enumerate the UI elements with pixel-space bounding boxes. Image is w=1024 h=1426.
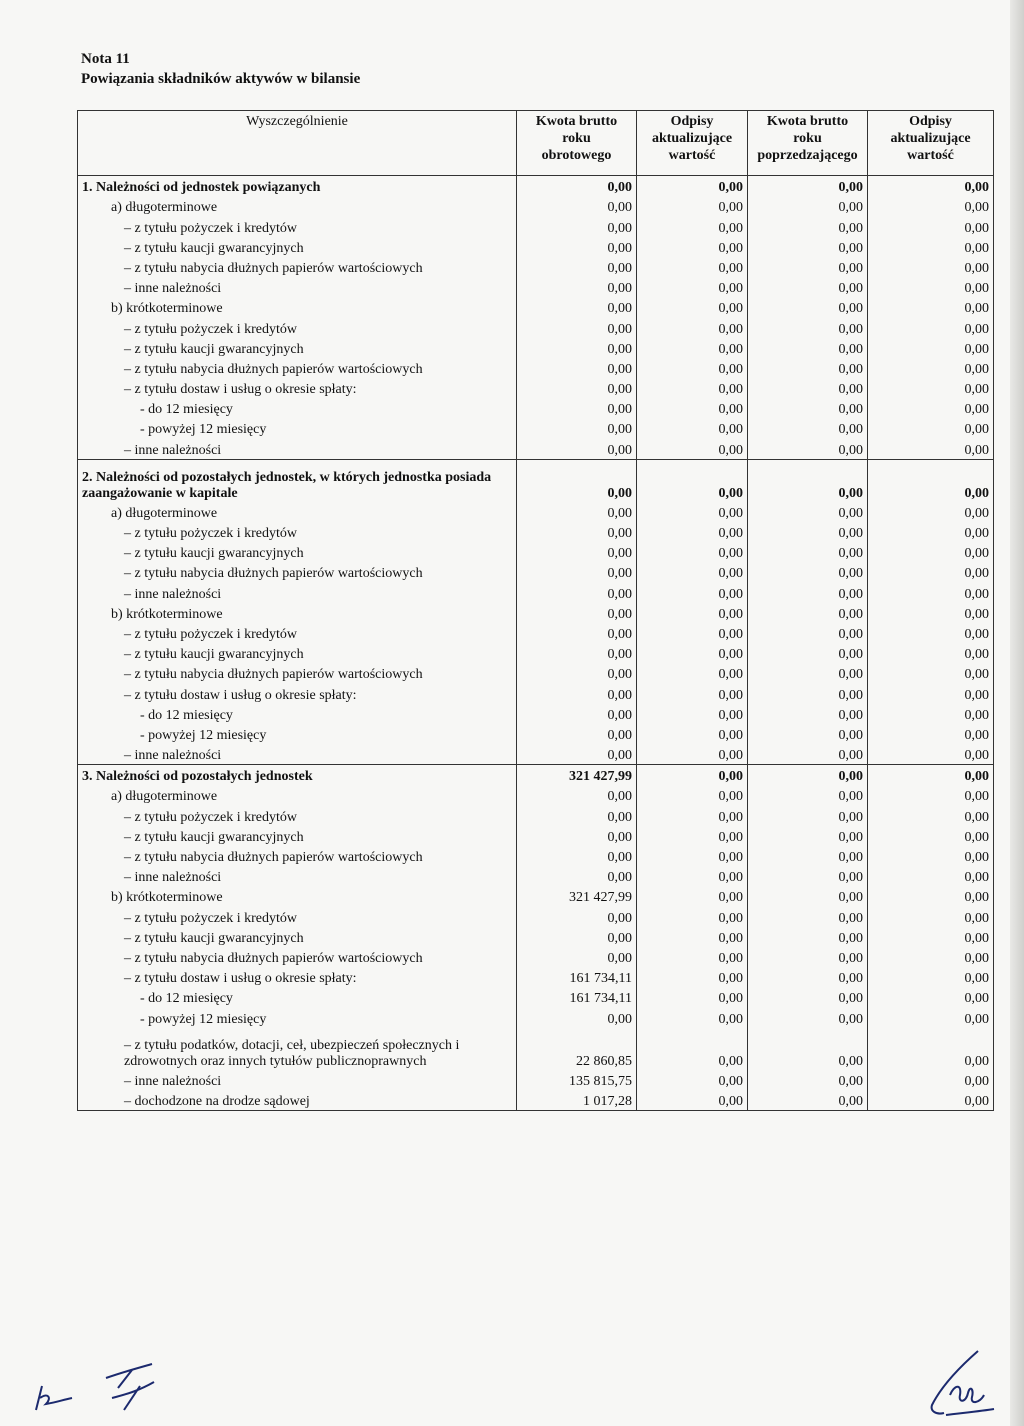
row-value-col-4: 0,00 (868, 987, 994, 1007)
row-value-col-2: 0,00 (637, 338, 748, 358)
row-value-col-1: 321 427,99 (517, 886, 637, 906)
row-label: a) długoterminowe (78, 785, 517, 805)
row-label: – z tytułu pożyczek i kredytów (78, 906, 517, 926)
row-value-col-3: 0,00 (748, 216, 868, 236)
table-row (78, 967, 994, 987)
table-row (78, 459, 994, 502)
row-label: – inne należności (78, 438, 517, 459)
row-value-col-2: 0,00 (637, 297, 748, 317)
table-row (78, 418, 994, 438)
row-value-col-4: 0,00 (868, 216, 994, 236)
row-value-col-1: 0,00 (517, 683, 637, 703)
row-value-col-2: 0,00 (637, 643, 748, 663)
row-value-col-1: 161 734,11 (517, 987, 637, 1007)
row-value-col-2: 0,00 (637, 744, 748, 765)
row-value-col-2: 0,00 (637, 358, 748, 378)
column-header-description: Wyszczególnienie (78, 111, 517, 176)
row-value-col-1: 0,00 (517, 459, 637, 502)
row-value-col-4: 0,00 (868, 459, 994, 502)
row-value-col-4: 0,00 (868, 418, 994, 438)
row-label: – inne należności (78, 277, 517, 297)
row-value-col-3: 0,00 (748, 947, 868, 967)
row-label: – z tytułu pożyczek i kredytów (78, 522, 517, 542)
row-value-col-2: 0,00 (637, 846, 748, 866)
row-value-col-2: 0,00 (637, 927, 748, 947)
column-header-gross-previous: Kwota brutto roku poprzedzającego (748, 111, 868, 176)
row-value-col-4: 0,00 (868, 196, 994, 216)
row-label: – z tytułu kaucji gwarancyjnych (78, 237, 517, 257)
row-value-col-1: 0,00 (517, 866, 637, 886)
row-value-col-1: 0,00 (517, 846, 637, 866)
row-value-col-4: 0,00 (868, 522, 994, 542)
row-value-col-3: 0,00 (748, 542, 868, 562)
column-header-gross-current: Kwota brutto roku obrotowego (517, 111, 637, 176)
row-value-col-4: 0,00 (868, 643, 994, 663)
column-header-writedown-previous: Odpisy aktualizujące wartość (868, 111, 994, 176)
row-value-col-1: 0,00 (517, 826, 637, 846)
row-value-col-2: 0,00 (637, 378, 748, 398)
row-value-col-4: 0,00 (868, 967, 994, 987)
row-value-col-1: 0,00 (517, 542, 637, 562)
table-row (78, 562, 994, 582)
row-value-col-2: 0,00 (637, 438, 748, 459)
row-value-col-1: 0,00 (517, 277, 637, 297)
row-value-col-2: 0,00 (637, 277, 748, 297)
table-header-row (78, 111, 994, 176)
row-value-col-3: 0,00 (748, 297, 868, 317)
row-value-col-3: 0,00 (748, 378, 868, 398)
row-label: 2. Należności od pozostałych jednostek, w których jednostka posiada zaangażowanie w kapitale (78, 459, 517, 502)
row-value-col-4: 0,00 (868, 542, 994, 562)
row-value-col-4: 0,00 (868, 947, 994, 967)
row-value-col-4: 0,00 (868, 582, 994, 602)
row-value-col-4: 0,00 (868, 866, 994, 886)
row-value-col-2: 0,00 (637, 623, 748, 643)
table-row (78, 317, 994, 337)
row-value-col-4: 0,00 (868, 502, 994, 522)
row-label: b) krótkoterminowe (78, 603, 517, 623)
table-row (78, 176, 994, 197)
table-row (78, 683, 994, 703)
row-value-col-3: 0,00 (748, 663, 868, 683)
row-label: – z tytułu kaucji gwarancyjnych (78, 927, 517, 947)
row-label: – z tytułu dostaw i usług o okresie spłaty: (78, 378, 517, 398)
row-label: – z tytułu nabycia dłużnych papierów wartościowych (78, 562, 517, 582)
row-value-col-2: 0,00 (637, 237, 748, 257)
row-value-col-3: 0,00 (748, 785, 868, 805)
row-value-col-1: 22 860,85 (517, 1028, 637, 1070)
row-value-col-4: 0,00 (868, 562, 994, 582)
row-label: a) długoterminowe (78, 196, 517, 216)
table-row (78, 704, 994, 724)
row-value-col-3: 0,00 (748, 502, 868, 522)
row-value-col-2: 0,00 (637, 724, 748, 744)
row-value-col-3: 0,00 (748, 1007, 868, 1027)
row-label: 3. Należności od pozostałych jednostek (78, 765, 517, 786)
row-value-col-2: 0,00 (637, 947, 748, 967)
row-label: – inne należności (78, 866, 517, 886)
row-value-col-3: 0,00 (748, 582, 868, 602)
row-value-col-1: 0,00 (517, 398, 637, 418)
row-label: – dochodzone na drodze sądowej (78, 1090, 517, 1111)
row-value-col-2: 0,00 (637, 1090, 748, 1111)
row-value-col-4: 0,00 (868, 358, 994, 378)
row-value-col-3: 0,00 (748, 967, 868, 987)
row-value-col-4: 0,00 (868, 765, 994, 786)
row-label: – z tytułu nabycia dłużnych papierów wartościowych (78, 358, 517, 378)
row-value-col-3: 0,00 (748, 338, 868, 358)
row-value-col-2: 0,00 (637, 866, 748, 886)
row-label: – z tytułu pożyczek i kredytów (78, 317, 517, 337)
row-value-col-2: 0,00 (637, 987, 748, 1007)
table-row (78, 826, 994, 846)
table-row (78, 805, 994, 825)
row-value-col-3: 0,00 (748, 562, 868, 582)
row-label: - do 12 miesięcy (78, 398, 517, 418)
table-row (78, 216, 994, 236)
row-value-col-3: 0,00 (748, 277, 868, 297)
row-value-col-4: 0,00 (868, 805, 994, 825)
table-row (78, 1090, 994, 1111)
row-label: – z tytułu kaucji gwarancyjnych (78, 542, 517, 562)
row-value-col-3: 0,00 (748, 846, 868, 866)
row-value-col-3: 0,00 (748, 522, 868, 542)
row-value-col-1: 0,00 (517, 358, 637, 378)
row-value-col-2: 0,00 (637, 176, 748, 197)
row-value-col-2: 0,00 (637, 1007, 748, 1027)
row-value-col-1: 0,00 (517, 724, 637, 744)
row-value-col-2: 0,00 (637, 785, 748, 805)
row-value-col-1: 0,00 (517, 704, 637, 724)
row-value-col-1: 0,00 (517, 237, 637, 257)
row-value-col-2: 0,00 (637, 1070, 748, 1090)
row-label: – inne należności (78, 582, 517, 602)
row-value-col-3: 0,00 (748, 196, 868, 216)
row-value-col-4: 0,00 (868, 1028, 994, 1070)
table-row (78, 1070, 994, 1090)
table-row (78, 927, 994, 947)
row-value-col-2: 0,00 (637, 765, 748, 786)
table-row (78, 785, 994, 805)
table-row (78, 237, 994, 257)
row-value-col-1: 0,00 (517, 317, 637, 337)
row-value-col-2: 0,00 (637, 704, 748, 724)
row-label: 1. Należności od jednostek powiązanych (78, 176, 517, 197)
table-row (78, 765, 994, 786)
table-row (78, 724, 994, 744)
row-value-col-3: 0,00 (748, 438, 868, 459)
table-row (78, 358, 994, 378)
row-value-col-4: 0,00 (868, 297, 994, 317)
row-value-col-3: 0,00 (748, 257, 868, 277)
row-value-col-2: 0,00 (637, 317, 748, 337)
row-value-col-1: 0,00 (517, 744, 637, 765)
row-value-col-1: 0,00 (517, 623, 637, 643)
row-value-col-3: 0,00 (748, 724, 868, 744)
row-value-col-3: 0,00 (748, 1028, 868, 1070)
row-value-col-4: 0,00 (868, 438, 994, 459)
row-value-col-1: 0,00 (517, 502, 637, 522)
row-label: – z tytułu pożyczek i kredytów (78, 805, 517, 825)
row-value-col-2: 0,00 (637, 683, 748, 703)
row-label: – inne należności (78, 1070, 517, 1090)
row-value-col-2: 0,00 (637, 805, 748, 825)
row-value-col-4: 0,00 (868, 623, 994, 643)
table-row (78, 663, 994, 683)
row-value-col-1: 0,00 (517, 216, 637, 236)
note-number: Nota 11 (81, 51, 130, 67)
row-value-col-4: 0,00 (868, 826, 994, 846)
row-value-col-4: 0,00 (868, 886, 994, 906)
row-value-col-2: 0,00 (637, 906, 748, 926)
row-value-col-1: 0,00 (517, 947, 637, 967)
row-value-col-3: 0,00 (748, 906, 868, 926)
row-value-col-3: 0,00 (748, 317, 868, 337)
row-value-col-4: 0,00 (868, 785, 994, 805)
row-value-col-4: 0,00 (868, 378, 994, 398)
signature-right (922, 1345, 1002, 1420)
row-value-col-1: 0,00 (517, 1007, 637, 1027)
row-label: – z tytułu nabycia dłużnych papierów wartościowych (78, 257, 517, 277)
row-label: - powyżej 12 miesięcy (78, 418, 517, 438)
row-value-col-1: 0,00 (517, 176, 637, 197)
row-value-col-4: 0,00 (868, 1070, 994, 1090)
scan-edge (1010, 0, 1024, 1426)
row-value-col-1: 0,00 (517, 438, 637, 459)
row-value-col-4: 0,00 (868, 1007, 994, 1027)
table-row (78, 378, 994, 398)
table-row (78, 1007, 994, 1027)
row-value-col-1: 0,00 (517, 643, 637, 663)
row-value-col-2: 0,00 (637, 398, 748, 418)
table-row (78, 398, 994, 418)
receivables-table (77, 110, 994, 1111)
row-label: – z tytułu kaucji gwarancyjnych (78, 338, 517, 358)
table-row (78, 338, 994, 358)
row-value-col-3: 0,00 (748, 886, 868, 906)
row-value-col-3: 0,00 (748, 805, 868, 825)
row-value-col-1: 0,00 (517, 418, 637, 438)
row-value-col-3: 0,00 (748, 744, 868, 765)
row-value-col-4: 0,00 (868, 704, 994, 724)
row-value-col-2: 0,00 (637, 216, 748, 236)
row-value-col-3: 0,00 (748, 176, 868, 197)
row-label: – z tytułu kaucji gwarancyjnych (78, 643, 517, 663)
table-row (78, 886, 994, 906)
table-row (78, 196, 994, 216)
row-value-col-1: 0,00 (517, 785, 637, 805)
signature-left (28, 1358, 168, 1418)
row-value-col-2: 0,00 (637, 418, 748, 438)
row-value-col-1: 0,00 (517, 663, 637, 683)
row-value-col-3: 0,00 (748, 603, 868, 623)
row-value-col-4: 0,00 (868, 1090, 994, 1111)
row-value-col-4: 0,00 (868, 663, 994, 683)
table-row (78, 502, 994, 522)
row-value-col-4: 0,00 (868, 744, 994, 765)
row-value-col-2: 0,00 (637, 886, 748, 906)
row-value-col-1: 0,00 (517, 522, 637, 542)
row-value-col-3: 0,00 (748, 927, 868, 947)
table-row (78, 623, 994, 643)
table-row (78, 277, 994, 297)
table-row (78, 1028, 994, 1070)
row-value-col-3: 0,00 (748, 643, 868, 663)
table-row (78, 438, 994, 459)
row-label: - powyżej 12 miesięcy (78, 1007, 517, 1027)
table-row (78, 297, 994, 317)
row-value-col-4: 0,00 (868, 683, 994, 703)
table-row (78, 643, 994, 663)
row-value-col-2: 0,00 (637, 459, 748, 502)
note-header (81, 49, 360, 89)
row-value-col-4: 0,00 (868, 927, 994, 947)
row-value-col-1: 0,00 (517, 378, 637, 398)
row-label: - powyżej 12 miesięcy (78, 724, 517, 744)
row-value-col-4: 0,00 (868, 257, 994, 277)
row-value-col-1: 0,00 (517, 562, 637, 582)
row-value-col-4: 0,00 (868, 603, 994, 623)
row-label: – z tytułu nabycia dłużnych papierów wartościowych (78, 663, 517, 683)
row-value-col-3: 0,00 (748, 866, 868, 886)
row-label: – z tytułu nabycia dłużnych papierów wartościowych (78, 846, 517, 866)
table-row (78, 947, 994, 967)
row-value-col-3: 0,00 (748, 623, 868, 643)
table-body (78, 176, 994, 1111)
row-value-col-1: 0,00 (517, 927, 637, 947)
row-label: – z tytułu dostaw i usług o okresie spłaty: (78, 683, 517, 703)
row-value-col-1: 0,00 (517, 196, 637, 216)
row-value-col-4: 0,00 (868, 398, 994, 418)
row-label: a) długoterminowe (78, 502, 517, 522)
table-row (78, 542, 994, 562)
row-value-col-1: 0,00 (517, 906, 637, 926)
row-value-col-2: 0,00 (637, 257, 748, 277)
row-value-col-4: 0,00 (868, 846, 994, 866)
row-value-col-2: 0,00 (637, 196, 748, 216)
row-label: – z tytułu podatków, dotacji, ceł, ubezpieczeń społecznych i zdrowotnych oraz innych tytułów publicznoprawnych (78, 1028, 517, 1070)
row-label: - do 12 miesięcy (78, 987, 517, 1007)
row-label: – z tytułu dostaw i usług o okresie spłaty: (78, 967, 517, 987)
row-value-col-3: 0,00 (748, 1070, 868, 1090)
row-value-col-1: 1 017,28 (517, 1090, 637, 1111)
row-value-col-1: 0,00 (517, 805, 637, 825)
row-value-col-3: 0,00 (748, 765, 868, 786)
row-value-col-3: 0,00 (748, 398, 868, 418)
row-value-col-4: 0,00 (868, 237, 994, 257)
table-row (78, 866, 994, 886)
column-header-writedown-current: Odpisy aktualizujące wartość (637, 111, 748, 176)
row-value-col-1: 0,00 (517, 297, 637, 317)
row-value-col-3: 0,00 (748, 418, 868, 438)
row-value-col-4: 0,00 (868, 906, 994, 926)
row-value-col-1: 0,00 (517, 257, 637, 277)
row-value-col-2: 0,00 (637, 522, 748, 542)
row-label: b) krótkoterminowe (78, 297, 517, 317)
table-row (78, 257, 994, 277)
row-value-col-2: 0,00 (637, 502, 748, 522)
row-value-col-2: 0,00 (637, 1028, 748, 1070)
table-row (78, 603, 994, 623)
row-label: – z tytułu pożyczek i kredytów (78, 623, 517, 643)
table-row (78, 522, 994, 542)
row-value-col-1: 0,00 (517, 582, 637, 602)
row-value-col-4: 0,00 (868, 338, 994, 358)
row-value-col-3: 0,00 (748, 459, 868, 502)
table-row (78, 987, 994, 1007)
row-value-col-3: 0,00 (748, 683, 868, 703)
row-value-col-2: 0,00 (637, 582, 748, 602)
row-value-col-1: 135 815,75 (517, 1070, 637, 1090)
row-value-col-2: 0,00 (637, 542, 748, 562)
row-value-col-1: 0,00 (517, 603, 637, 623)
table-row (78, 582, 994, 602)
row-value-col-3: 0,00 (748, 358, 868, 378)
row-value-col-2: 0,00 (637, 967, 748, 987)
row-label: – inne należności (78, 744, 517, 765)
table-row (78, 744, 994, 765)
row-value-col-4: 0,00 (868, 176, 994, 197)
table-row (78, 906, 994, 926)
row-value-col-1: 321 427,99 (517, 765, 637, 786)
table-row (78, 846, 994, 866)
row-value-col-2: 0,00 (637, 562, 748, 582)
row-value-col-3: 0,00 (748, 704, 868, 724)
row-value-col-2: 0,00 (637, 603, 748, 623)
row-label: – z tytułu pożyczek i kredytów (78, 216, 517, 236)
row-value-col-2: 0,00 (637, 663, 748, 683)
row-label: b) krótkoterminowe (78, 886, 517, 906)
row-value-col-4: 0,00 (868, 277, 994, 297)
row-value-col-4: 0,00 (868, 317, 994, 337)
row-value-col-4: 0,00 (868, 724, 994, 744)
row-value-col-3: 0,00 (748, 826, 868, 846)
row-value-col-3: 0,00 (748, 237, 868, 257)
row-value-col-3: 0,00 (748, 1090, 868, 1111)
row-value-col-1: 0,00 (517, 338, 637, 358)
row-label: - do 12 miesięcy (78, 704, 517, 724)
row-value-col-2: 0,00 (637, 826, 748, 846)
row-value-col-3: 0,00 (748, 987, 868, 1007)
note-title: Powiązania składników aktywów w bilansie (81, 71, 361, 87)
row-value-col-1: 161 734,11 (517, 967, 637, 987)
row-label: – z tytułu kaucji gwarancyjnych (78, 826, 517, 846)
row-label: – z tytułu nabycia dłużnych papierów wartościowych (78, 947, 517, 967)
